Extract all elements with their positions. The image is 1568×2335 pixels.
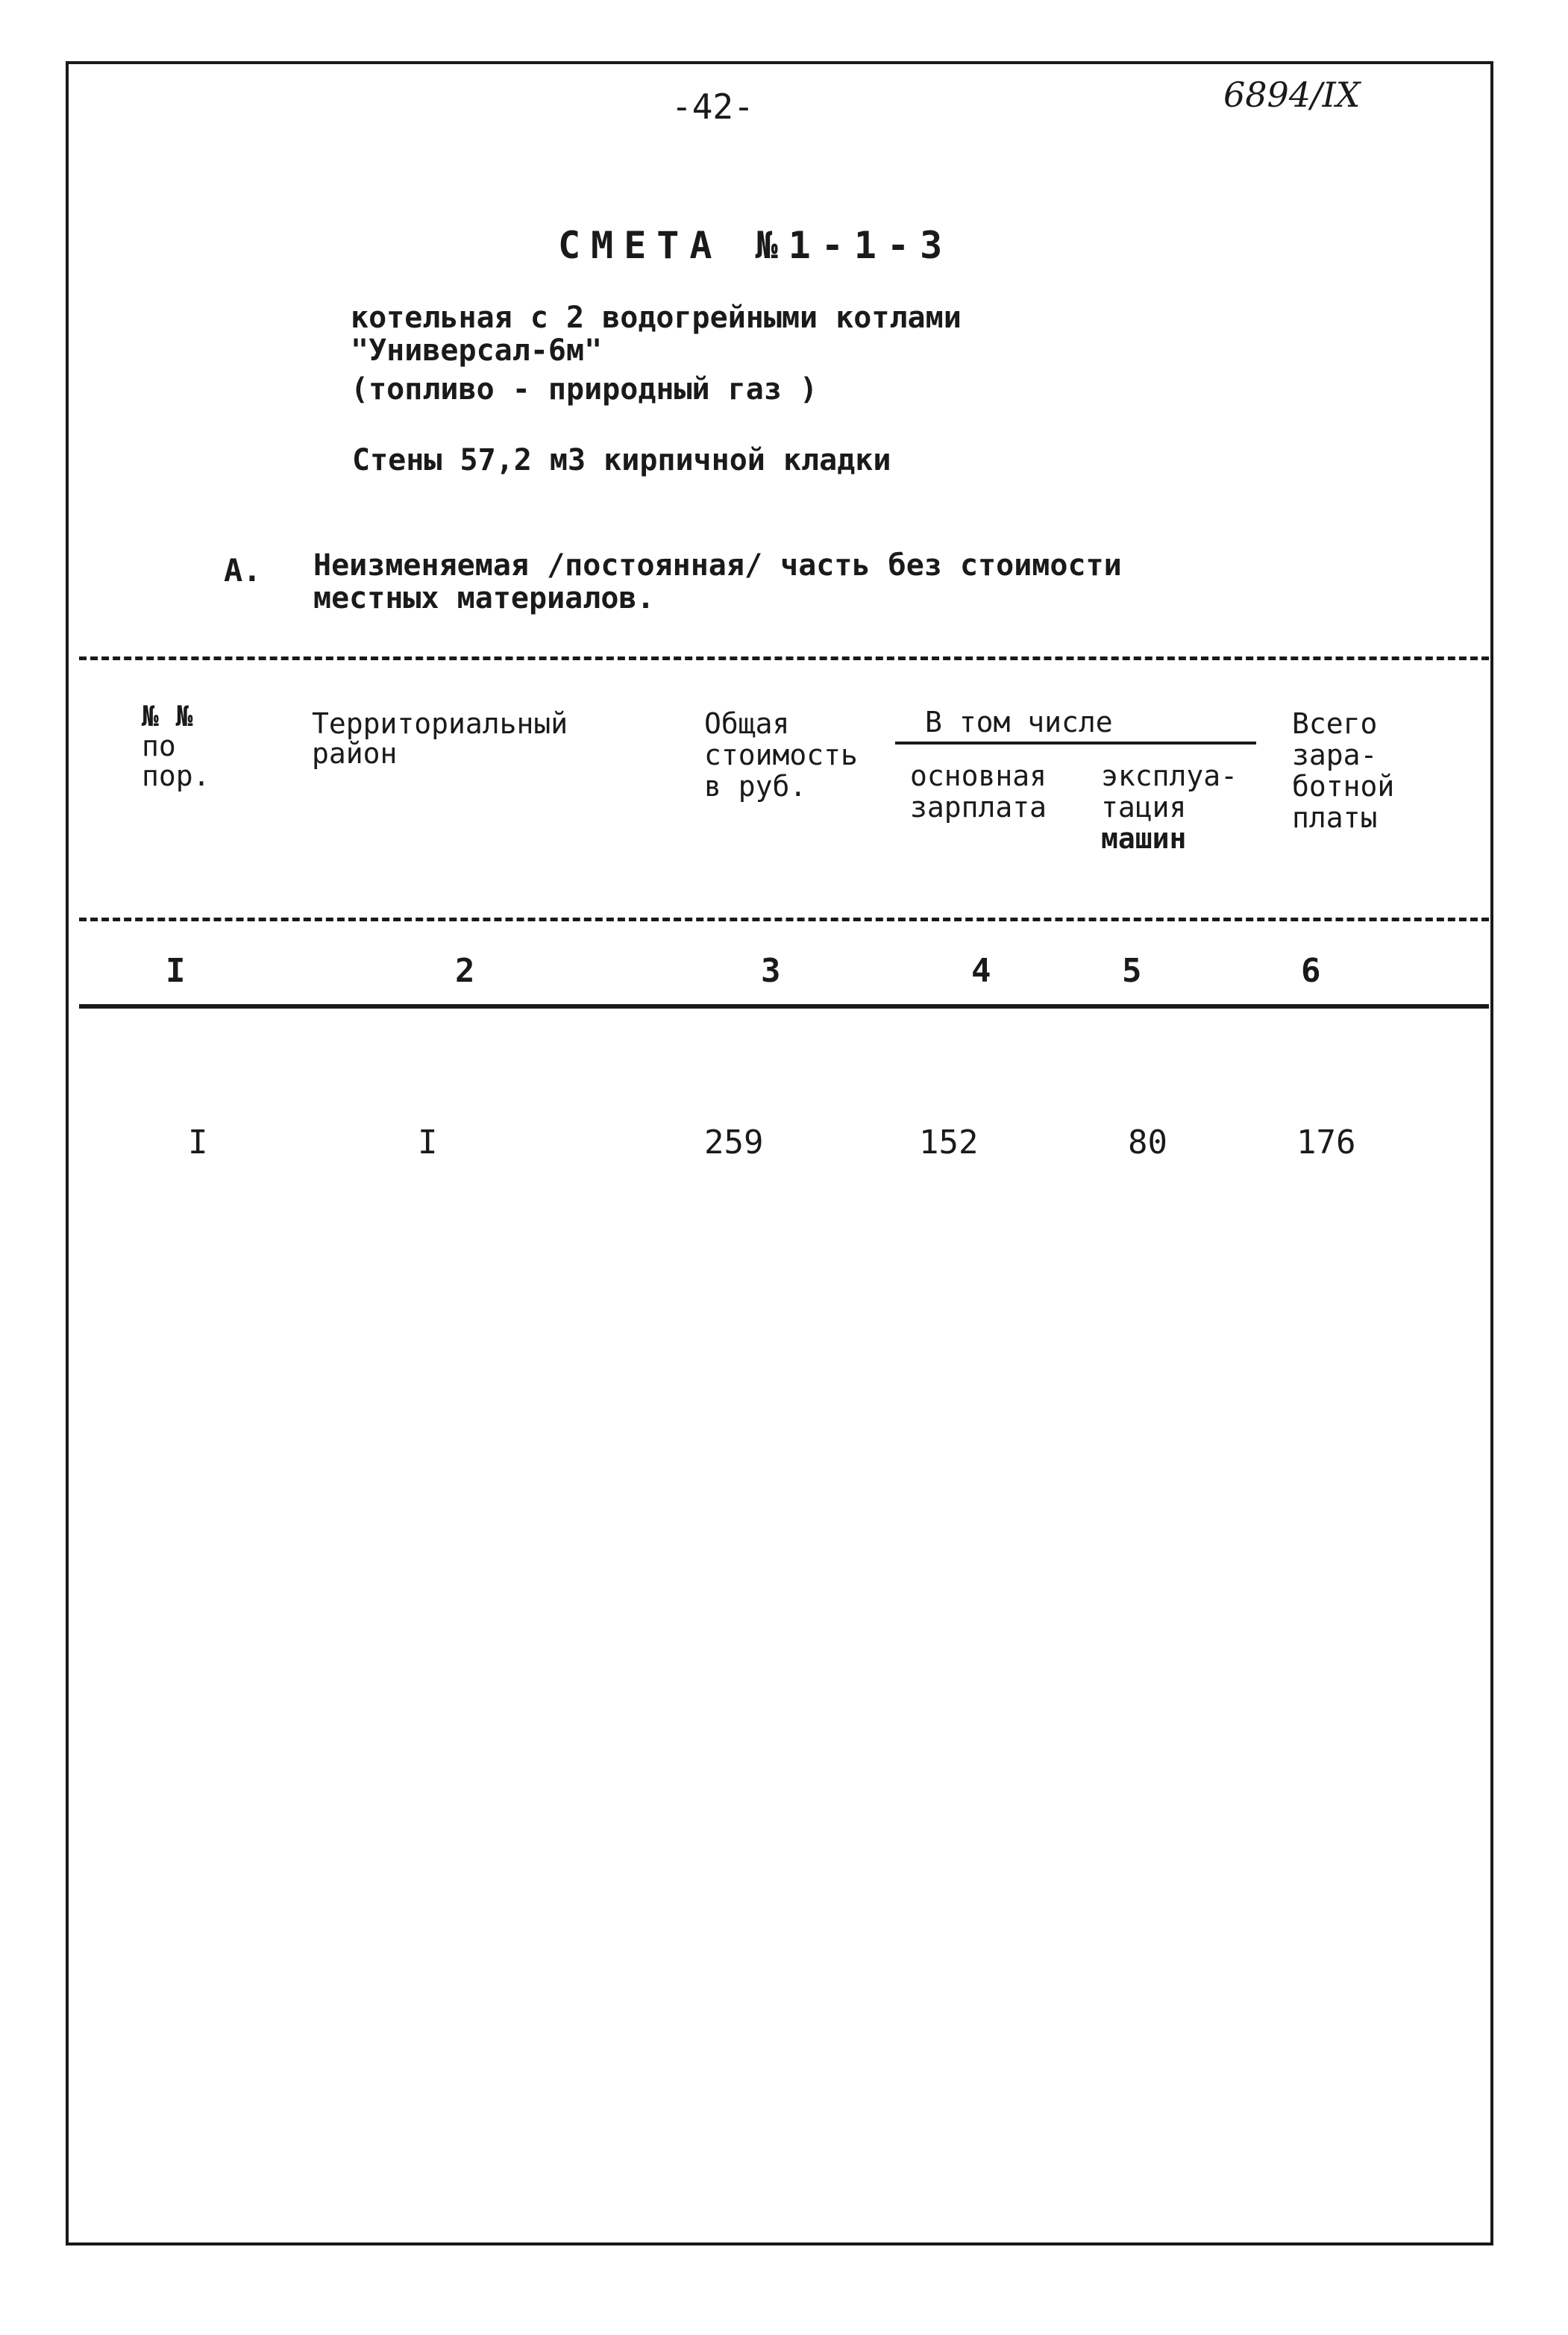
description-line-2: "Универсал-6м" bbox=[351, 333, 603, 368]
description-line-1: котельная с 2 водогрейными котлами bbox=[351, 301, 962, 335]
header-col4-line1: основная bbox=[910, 759, 1047, 792]
page-number: -42- bbox=[671, 87, 754, 127]
cell-machine-operation: 80 bbox=[1128, 1123, 1167, 1162]
header-col5-line2: тация bbox=[1101, 791, 1187, 824]
column-number: 5 bbox=[1122, 952, 1142, 990]
section-title-line-2: местных материалов. bbox=[313, 581, 655, 615]
section-title-line-1: Неизменяемая /постоянная/ часть без стоимости bbox=[313, 548, 1122, 583]
walls-volume: Стены 57,2 м3 кирпичной кладки bbox=[352, 443, 891, 477]
estimate-title: СМЕТА №1-1-3 bbox=[558, 224, 953, 267]
column-number: 4 bbox=[971, 952, 991, 990]
header-col6-line2: зара- bbox=[1292, 739, 1378, 771]
header-col6-line4: платы bbox=[1292, 801, 1378, 834]
header-bottom-dashed-rule bbox=[79, 918, 1489, 921]
column-numbers-solid-rule bbox=[79, 1004, 1489, 1009]
header-col2-line1: Территориальный bbox=[312, 707, 568, 740]
header-group-including: В том числе bbox=[925, 706, 1113, 739]
header-col2-line2: район bbox=[312, 737, 398, 770]
header-col5-line3: машин bbox=[1101, 822, 1187, 855]
header-col3-line3: в руб. bbox=[704, 770, 807, 803]
header-col6-line3: ботной bbox=[1292, 770, 1395, 803]
header-col6-line1: Всего bbox=[1292, 707, 1378, 740]
document-code: 6894/IX bbox=[1223, 75, 1361, 115]
cell-territorial-district: I bbox=[418, 1123, 438, 1162]
header-col4-line2: зарплата bbox=[910, 791, 1047, 824]
header-col1-line1: № № bbox=[142, 700, 193, 733]
column-number: 6 bbox=[1301, 952, 1321, 990]
header-col5-line1: эксплуа- bbox=[1101, 759, 1238, 792]
header-col3-line1: Общая bbox=[704, 707, 790, 740]
cell-total-wages: 176 bbox=[1296, 1123, 1356, 1162]
column-number: 2 bbox=[455, 952, 475, 990]
header-col3-line2: стоимость bbox=[704, 739, 858, 771]
section-letter: А. bbox=[224, 552, 262, 589]
header-col1-line2: по bbox=[142, 730, 176, 762]
column-number: I bbox=[166, 952, 186, 990]
cell-order-number: I bbox=[188, 1123, 208, 1162]
header-group-underline bbox=[895, 742, 1256, 745]
header-col1-line3: пор. bbox=[142, 759, 210, 792]
column-number: 3 bbox=[761, 952, 781, 990]
description-line-3: (топливо - природный газ ) bbox=[351, 372, 818, 407]
cell-base-salary: 152 bbox=[919, 1123, 979, 1162]
table-top-dashed-rule bbox=[79, 656, 1489, 660]
cell-total-cost: 259 bbox=[704, 1123, 764, 1162]
